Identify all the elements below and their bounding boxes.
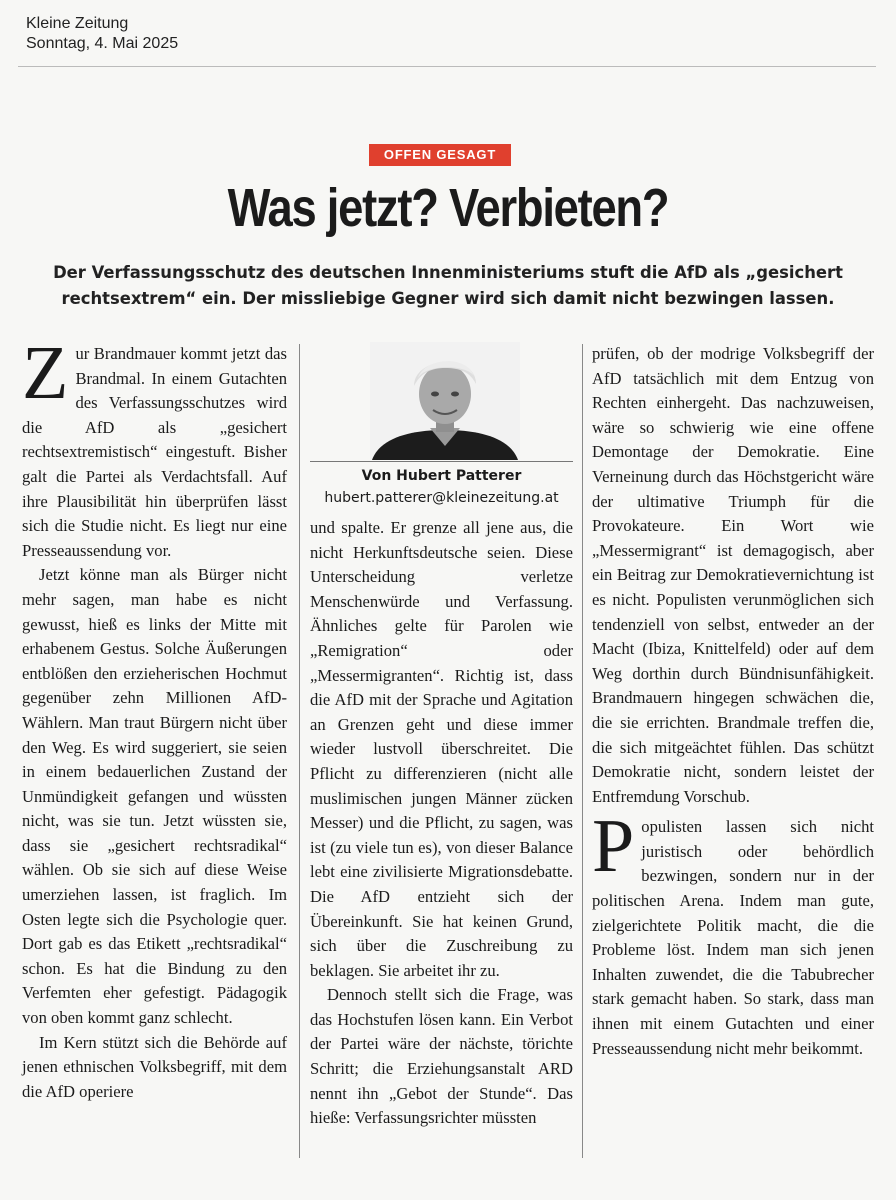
- article-column-2: [310, 516, 573, 1131]
- publication-date: Sonntag, 4. Mai 2025: [26, 35, 179, 52]
- article-lead: Der Verfassungsschutz des deutschen Innenministeriums stuft die AfD als „gesichert rechtsextrem“ ein. Der missliebige Gegner wird sich damit nicht bezwingen lassen.: [53, 263, 843, 308]
- article-title: Was jetzt? Verbieten?: [227, 178, 669, 238]
- paragraph-text: opulisten lassen sich nicht juristisch oder behördlich bezwingen, sondern nur in der politischen Arena. Indem man gute, zielgerichtete Politik macht, die die Probleme löst. Indem man sich jenen Inhalten zuwendet, die die Tabubrecher stark gemacht haben. So stark, dass man ihnen mit einem Gutachten und einer Presseaussendung nicht mehr beikommt.: [592, 817, 874, 1058]
- masthead: [26, 14, 178, 54]
- author-email: hubert.patterer@kleinezeitung.at: [324, 490, 559, 506]
- paragraph: prüfen, ob der modrige Volksbegriff der AfD tatsächlich mit dem Entzug von Rechten einhergeht. Das nachzuweisen, wäre so schwierig wie eine offene Demontage der Demokratie. Eine Verneinung durch das Höchstgericht wäre der ultimative Triumph für die Provokateure. Ein Wort wie „Messermigrant“ ist demagogisch, aber ein Beitrag zur Demokratievernichtung ist es nicht. Populisten verunmöglichen sich tendenziell von selbst, entweder an der Macht (Ibiza, Knittelfeld) oder auf dem Weg dorthin durch Bündnisunfähigkeit. Brandmauern hingegen schwächen die, die sie errichten. Brandmale treffen die, die sich mitgeächtet fühlen. Das schützt Demokratie nicht, sondern leistet der Entfremdung Vorschub.: [592, 344, 874, 806]
- paragraph: Dennoch stellt sich die Frage, was das Hochstufen lösen kann. Ein Verbot der Partei wäre der nächste, törichte Schritt; die Erziehungsanstalt ARD nennt ihn „Gebot der Stunde“. Das hieße: Verfassungsrichter müssten: [310, 985, 573, 1128]
- column-divider: [582, 344, 583, 1158]
- paragraph: und spalte. Er grenze all jene aus, die nicht Herkunftsdeutsche seien. Diese Unterscheidung verletze Menschenwürde und Verfassung. Ähnliches gelte für Parolen wie „Remigration“ oder „Messermigranten“. Richtig ist, dass die AfD mit der Sprache und Agitation an Grenzen geht und diese immer wieder lustvoll überschreitet. Die Pflicht zu differenzieren (nicht alle muslimischen jungen Männer zücken Messer) und die Pflicht, zu sagen, was ist (zu viele tun es), von dieser Balance lebt eine zivilisierte Migrationsdebatte. Die AfD entzieht sich der Übereinkunft. Sie hat keinen Grund, sich über die Zuschreibung zu beklagen. Sie arbeitet ihr zu.: [310, 518, 573, 980]
- author-divider: [310, 461, 573, 462]
- paragraph: [22, 331, 287, 563]
- paragraph: Jetzt könne man als Bürger nicht mehr sagen, man habe es nicht gewusst, hieß es links der Mitte mit erhabenem Gestus. Solche Äußerungen entblößen den erzieherischen Hochmut gegenüber zehn Millionen AfD-Wählern. Man traut Bürgern nicht über den Weg. Es wird suggeriert, sie seien in einem bedauerlichen Zustand der Unmündigkeit gefangen und wüssten nicht, was sie tun. Jetzt wüssten sie, dass sie „gesichert rechtsradikal“ wählen. Ob sie sich auf diese Weise umerziehen lassen, ist fraglich. Im Osten legte sich die Psychologie quer. Dort gab es das Etikett „rechtsradikal“ schon. Es hat die Bindung zu den Verfemten eher gefestigt. Pädagogik von oben kommt ganz schlecht.: [22, 565, 287, 1028]
- author-photo: [370, 342, 520, 460]
- drop-cap: Z: [22, 331, 69, 415]
- header-divider: [18, 66, 876, 67]
- column-divider: [299, 344, 300, 1158]
- rubric-label: OFFEN GESAGT: [369, 144, 511, 166]
- article-column-3: [592, 342, 874, 1061]
- paragraph: [592, 804, 874, 1061]
- author-name: Von Hubert Patterer: [361, 468, 522, 484]
- paragraph: Im Kern stützt sich die Behörde auf jenen ethnischen Volksbegriff, mit dem die AfD operiere: [22, 1032, 287, 1101]
- paragraph-text: ur Brandmauer kommt jetzt das Brandmal. In einem Gutachten des Verfassungsschutzes wird die AfD als „gesichert rechtsextremistisch“ eingestuft. Bisher galt die Partei als Verdachtsfall. Auf ihre Plausibilität hin überprüfen lässt sich die Studie nicht. Es liegt nur eine Presseaussendung vor.: [22, 344, 287, 560]
- author-box: [310, 342, 573, 512]
- drop-cap: P: [592, 804, 635, 889]
- newspaper-name: Kleine Zeitung: [26, 15, 129, 32]
- article-column-1: [22, 331, 287, 1104]
